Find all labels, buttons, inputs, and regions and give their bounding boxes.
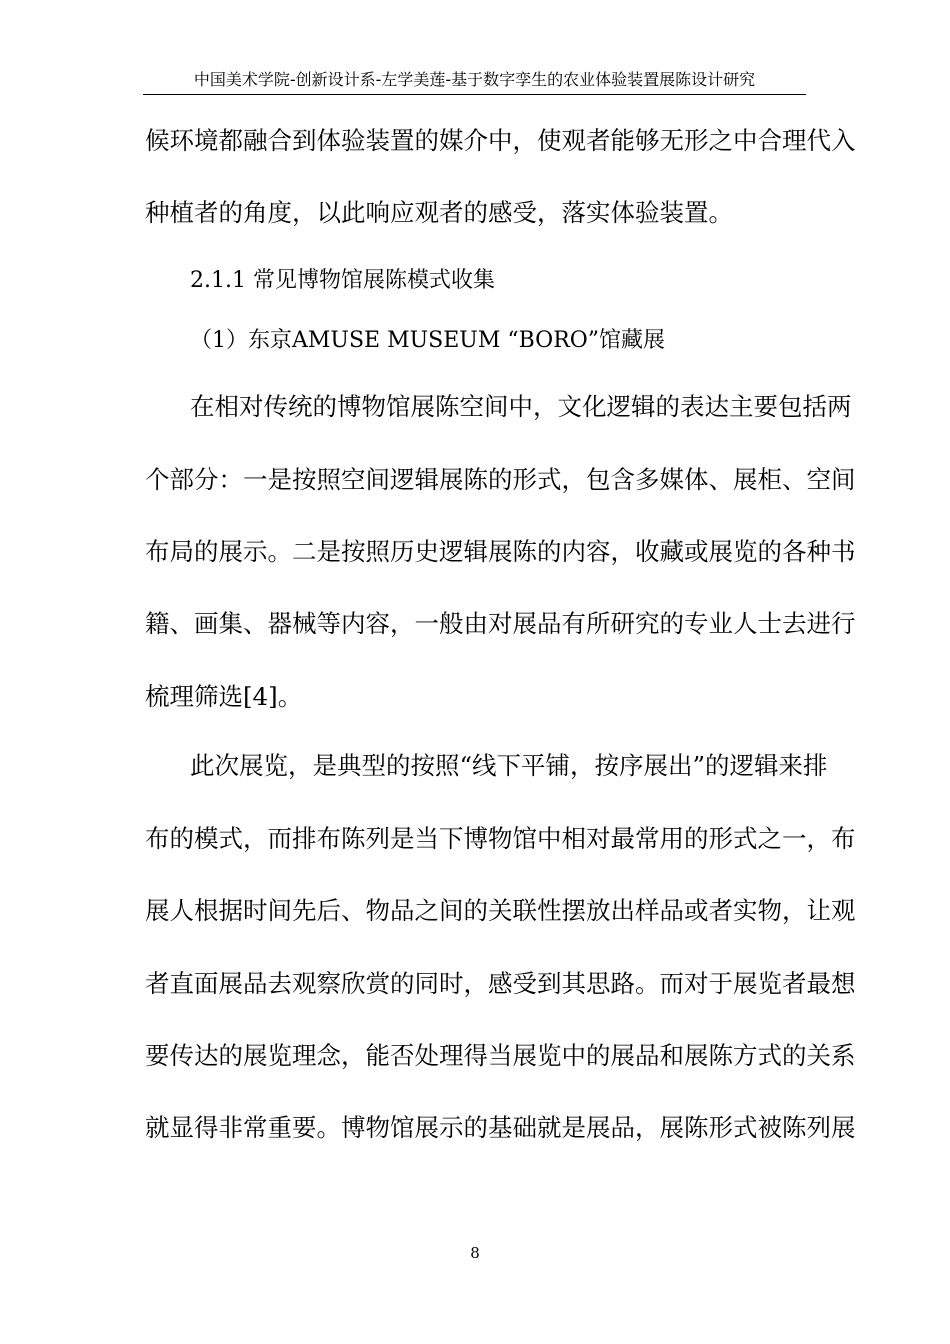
body-line: 展人根据时间先后、物品之间的关联性摆放出样品或者实物，让观 xyxy=(145,896,856,925)
running-header: 中国美术学院-创新设计系-左学美莲-基于数字孪生的农业体验装置展陈设计研究 xyxy=(193,70,756,89)
subsection-heading: （1）东京AMUSE MUSEUM “BORO”馆藏展 xyxy=(190,328,666,353)
header-rule xyxy=(143,94,806,95)
body-line: 要传达的展览理念，能否处理得当展览中的展品和展陈方式的关系 xyxy=(145,1041,856,1070)
body-line: 在相对传统的博物馆展陈空间中，文化逻辑的表达主要包括两 xyxy=(190,392,852,421)
body-line: 个部分：一是按照空间逻辑展陈的形式，包含多媒体、展柜、空间 xyxy=(145,465,856,494)
body-line: 此次展览，是典型的按照“线下平铺，按序展出”的逻辑来排 xyxy=(190,751,828,780)
body-line: 布局的展示。二是按照历史逻辑展陈的内容，收藏或展览的各种书 xyxy=(145,537,856,566)
body-line: 候环境都融合到体验装置的媒介中，使观者能够无形之中合理代入 xyxy=(145,126,856,155)
body-line: 籍、画集、器械等内容，一般由对展品有所研究的专业人士去进行 xyxy=(145,609,856,638)
body-line: 就显得非常重要。博物馆展示的基础就是展品，展陈形式被陈列展 xyxy=(145,1113,856,1142)
body-line: 者直面展品去观察欣赏的同时，感受到其思路。而对于展览者最想 xyxy=(145,969,856,998)
body-line: 种植者的角度，以此响应观者的感受，落实体验装置。 xyxy=(145,198,733,227)
body-line: 梳理筛选[4]。 xyxy=(145,682,303,711)
body-line: 布的模式，而排布陈列是当下博物馆中相对最常用的形式之一，布 xyxy=(145,824,856,853)
section-heading: 2.1.1 常见博物馆展陈模式收集 xyxy=(190,268,495,293)
page-number: 8 xyxy=(470,1244,480,1262)
